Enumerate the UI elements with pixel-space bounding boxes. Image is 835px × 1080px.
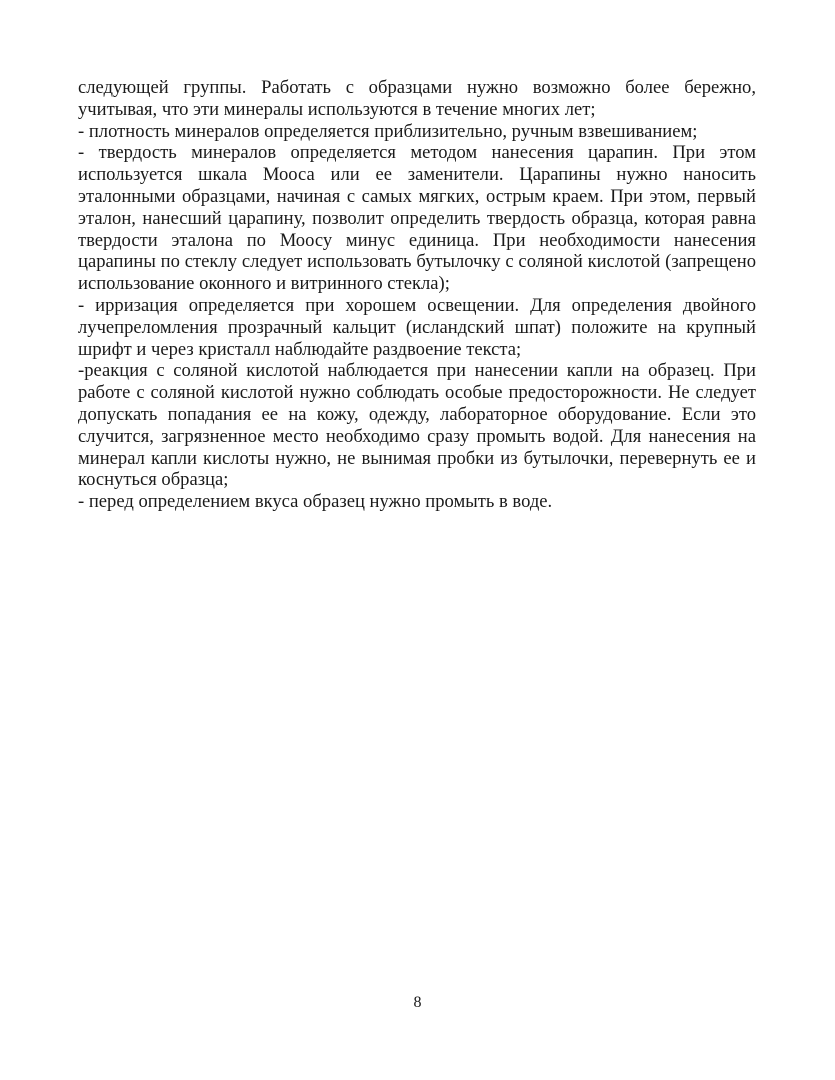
paragraph-taste: - перед определением вкуса образец нужно промыть в воде.: [78, 491, 553, 513]
paragraph-hardness: - твердость минералов определяется методом нанесения царапин. При этом используется шкала Мооса или ее заменители. Царапины нужно наносить эталонными образцами, начиная с самых мягких, острым краем. При этом, первый эталон, нанесший царапину, позволит определить твердость образца, которая равна твердости эталона по Моосу минус единица. При необходимости нанесения царапины по стеклу следует использовать бутылочку с соляной кислотой (запрещено использование оконного и витринного стекла);: [78, 142, 756, 295]
paragraph-continuation: следующей группы. Работать с образцами нужно возможно более бережно, учитывая, что эти минералы используются в течение многих лет;: [78, 77, 756, 120]
page-number: 8: [413, 994, 422, 1011]
paragraph-iridescence: - ирризация определяется при хорошем освещении. Для определения двойного лучепреломления прозрачный кальцит (исландский шпат) положите на крупный шрифт и через кристалл наблюдайте раздвоение текста;: [78, 294, 756, 360]
paragraph-density: - плотность минералов определяется приблизительно, ручным взвешиванием;: [78, 120, 698, 142]
paragraph-acid-reaction: -реакция с соляной кислотой наблюдается при нанесении капли на образец. При работе с соляной кислотой нужно соблюдать особые предосторожности. Не следует допускать попадания ее на кожу, одежду, лабораторное оборудование. Если это случится, загрязненное место необходимо сразу промыть водой. Для нанесения на минерал капли кислоты нужно, не вынимая пробки из бутылочки, перевернуть ее и коснуться образца;: [78, 360, 756, 491]
body-text: [78, 77, 756, 513]
